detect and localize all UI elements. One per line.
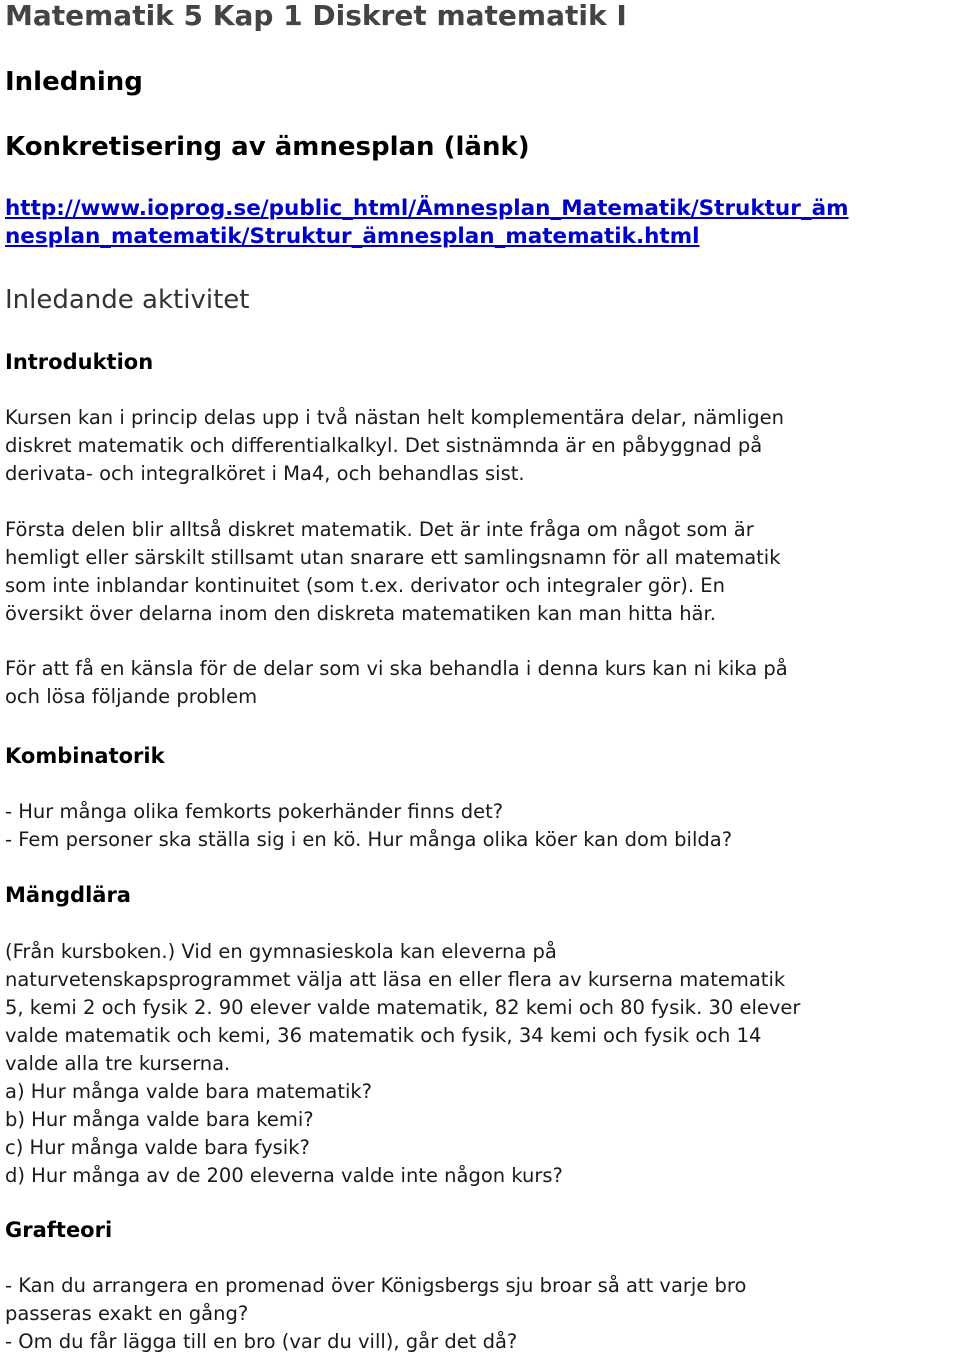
paragraph-intro (5, 404, 784, 488)
list-item: - Hur många olika femkorts pokerhänder finns det? (5, 800, 504, 823)
heading-konkretisering: Konkretisering av ämnesplan (länk) (5, 132, 530, 162)
text-line: diskret matematik och differentialkalkyl. Det sistnämnda är en påbyggnad på (5, 434, 763, 457)
text-line: Första delen blir alltså diskret matematik. Det är inte fråga om något som är (5, 518, 754, 541)
kombinatorik-problems (5, 798, 732, 854)
list-item: b) Hur många valde bara kemi? (5, 1108, 314, 1131)
grafteori-problems (5, 1272, 746, 1356)
text-line: naturvetenskapsprogrammet välja att läsa en eller flera av kurserna matematik (5, 968, 786, 991)
heading-inledning: Inledning (5, 67, 143, 97)
list-item: - Kan du arrangera en promenad över Königsbergs sju broar så att varje bro (5, 1274, 747, 1297)
list-item: a) Hur många valde bara matematik? (5, 1080, 373, 1103)
amnesplan-link-line-2: nesplan_matematik/Struktur_ämnesplan_matematik.html (5, 224, 700, 249)
text-line: översikt över delarna inom den diskreta matematiken kan man hitta här. (5, 602, 716, 625)
paragraph-problem-intro (5, 655, 788, 711)
heading-inledande-aktivitet: Inledande aktivitet (5, 285, 250, 315)
paragraph-diskret (5, 516, 781, 628)
text-line: valde matematik och kemi, 36 matematik och fysik, 34 kemi och fysik och 14 (5, 1024, 762, 1047)
amnesplan-link[interactable] (5, 195, 849, 251)
text-line: derivata- och integralköret i Ma4, och behandlas sist. (5, 462, 525, 485)
list-item: - Fem personer ska ställa sig i en kö. Hur många olika köer kan dom bilda? (5, 828, 733, 851)
list-item: d) Hur många av de 200 eleverna valde inte någon kurs? (5, 1164, 563, 1187)
text-line: valde alla tre kurserna. (5, 1052, 231, 1075)
text-line: Kursen kan i princip delas upp i två nästan helt komplementära delar, nämligen (5, 406, 784, 429)
list-item: c) Hur många valde bara fysik? (5, 1136, 310, 1159)
text-line: 5, kemi 2 och fysik 2. 90 elever valde matematik, 82 kemi och 80 fysik. 30 elever (5, 996, 801, 1019)
text-line: För att få en känsla för de delar som vi ska behandla i denna kurs kan ni kika på (5, 657, 788, 680)
text-line: (Från kursboken.) Vid en gymnasieskola kan eleverna på (5, 940, 557, 963)
text-line: passeras exakt en gång? (5, 1302, 249, 1325)
list-item: - Om du får lägga till en bro (var du vill), går det då? (5, 1330, 518, 1353)
mangdlara-problem (5, 938, 800, 1190)
text-line: hemligt eller särskilt stillsamt utan snarare ett samlingsnamn för all matematik (5, 546, 781, 569)
heading-grafteori: Grafteori (5, 1218, 113, 1242)
text-line: och lösa följande problem (5, 685, 258, 708)
amnesplan-link-line-1: http://www.ioprog.se/public_html/Ämnesplan_Matematik/Struktur_äm (5, 196, 849, 221)
heading-introduktion: Introduktion (5, 350, 154, 374)
heading-mangdlara: Mängdlära (5, 883, 131, 907)
text-line: som inte inblandar kontinuitet (som t.ex. derivator och integraler gör). En (5, 574, 725, 597)
page-title: Matematik 5 Kap 1 Diskret matematik I (5, 0, 627, 32)
heading-kombinatorik: Kombinatorik (5, 744, 165, 768)
